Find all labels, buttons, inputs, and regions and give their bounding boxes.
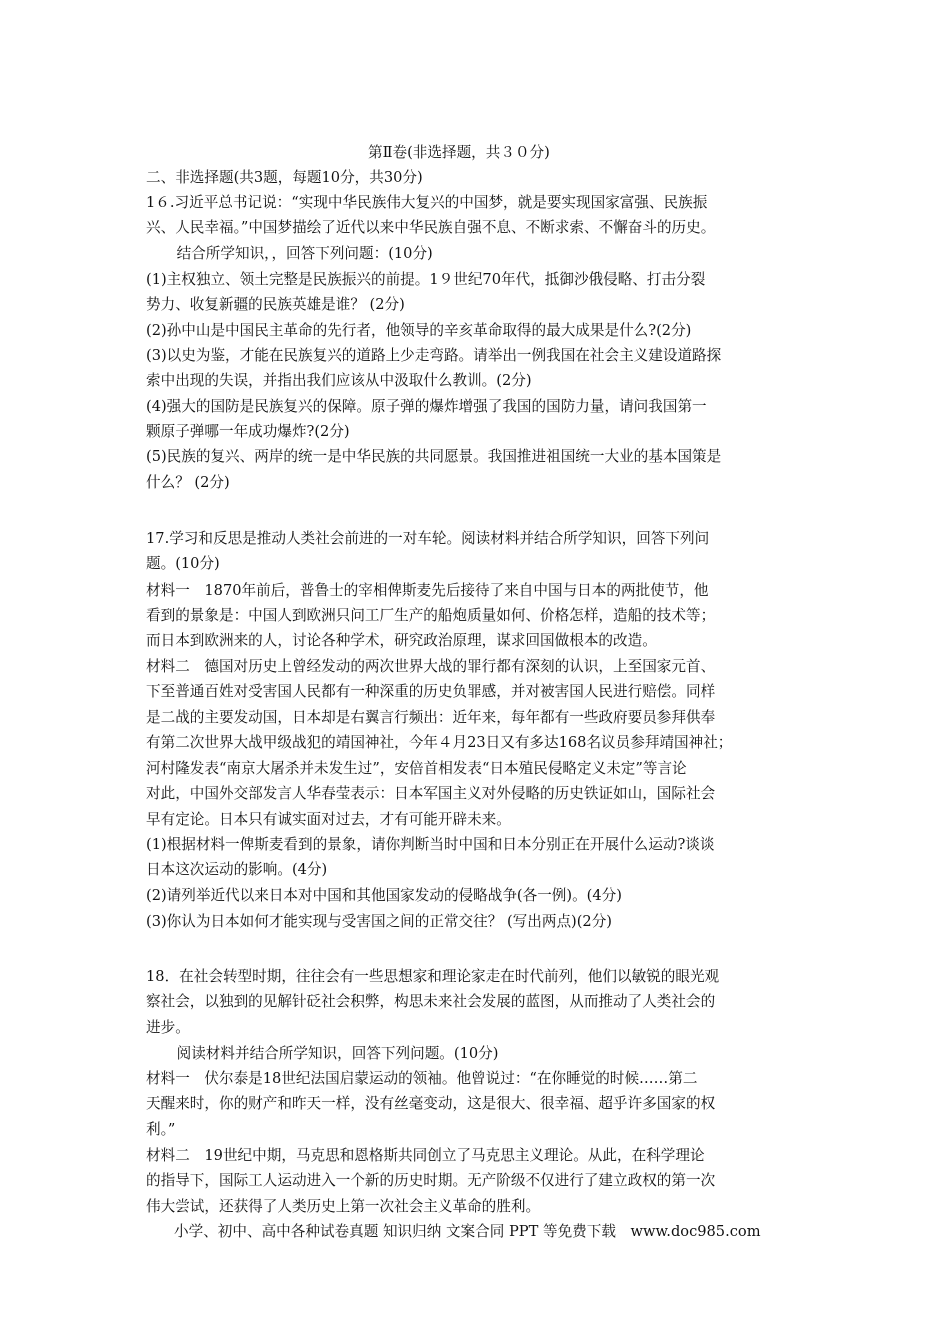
section-heading: 二、非选择题(共3题，每题10分，共30分) <box>146 169 423 186</box>
q18-material1-line: 天醒来时，你的财产和昨天一样，没有丝毫变动，这是很大、很幸福、超乎许多国家的权 <box>146 1095 716 1112</box>
q17-material1-line: 看到的景象是：中国人到欧洲只问工厂生产的船炮质量如何、价格怎样，造船的技术等； <box>146 607 716 624</box>
q18-material2-line: 伟大尝试，还获得了人类历史上第一次社会主义革命的胜利。 <box>146 1198 541 1215</box>
q17-stem-line: 题。(10分) <box>146 555 220 572</box>
footer-promo: 小学、初中、高中各种试卷真题 知识归纳 文案合同 PPT 等免费下载 www.doc985.com <box>174 1223 761 1240</box>
q16-stem-line: 兴、人民幸福。”中国梦描绘了近代以来中华民族自强不息、不断求索、不懈奋斗的历史。 <box>146 219 716 236</box>
q17-material2-line: 河村隆发表“南京大屠杀并未发生过”，安倍首相发表“日本殖民侵略定义未定”等言论 <box>146 760 687 777</box>
q16-part-line: 势力、收复新疆的民族英雄是谁？ (2分) <box>146 296 405 313</box>
q16-part-line: 索中出现的失误，并指出我们应该从中汲取什么教训。(2分) <box>146 372 532 389</box>
q17-part-line: 日本这次运动的影响。(4分) <box>146 861 328 878</box>
q18-material1-line: 利。” <box>146 1121 176 1138</box>
q17-material1-line: 而日本到欧洲来的人，讨论各种学术，研究政治原理，谋求回国做根本的改造。 <box>146 632 657 649</box>
q17-part-line: (2)请列举近代以来日本对中国和其他国家发动的侵略战争(各一例)。(4分) <box>146 887 622 904</box>
q18-material2-line: 材料二 19世纪中期，马克思和恩格斯共同创立了马克思主义理论。从此，在科学理论 <box>146 1147 705 1164</box>
q17-stem-line: 17.学习和反思是推动人类社会前进的一对车轮。阅读材料并结合所学知识，回答下列问 <box>146 530 710 547</box>
q17-material2-line: 下至普通百姓对受害国人民都有一种深重的历史负罪感，并对被害国人民进行赔偿。同样 <box>146 683 716 700</box>
q17-material2-line: 对此，中国外交部发言人华春莹表示：日本军国主义对外侵略的历史铁证如山，国际社会 <box>146 785 716 802</box>
paper-title: 第Ⅱ卷(非选择题，共３０分) <box>368 144 550 161</box>
q18-material1-line: 材料一 伏尔泰是18世纪法国启蒙运动的领袖。他曾说过：“在你睡觉的时候……第二 <box>146 1070 698 1087</box>
q16-stem-line: 1６.习近平总书记说：“实现中华民族伟大复兴的中国梦，就是要实现国家富强、民族振 <box>146 194 708 211</box>
q18-material2-line: 的指导下，国际工人运动进入一个新的历史时期。无产阶级不仅进行了建立政权的第一次 <box>146 1172 716 1189</box>
q16-part-line: (5)民族的复兴、两岸的统一是中华民族的共同愿景。我国推进祖国统一大业的基本国策是 <box>146 448 722 465</box>
q18-stem-line: 进步。 <box>146 1019 190 1036</box>
q16-part-line: (3)以史为鉴，才能在民族复兴的道路上少走弯路。请举出一例我国在社会主义建设道路探 <box>146 347 722 364</box>
q18-stem-line: 18．在社会转型时期，往往会有一些思想家和理论家走在时代前列，他们以敏锐的眼光观 <box>146 968 720 985</box>
q16-part-line: (4)强大的国防是民族复兴的保障。原子弹的爆炸增强了我国的国防力量，请问我国第一 <box>146 398 707 415</box>
q16-part-line: (2)孙中山是中国民主革命的先行者，他领导的辛亥革命取得的最大成果是什么?(2分) <box>146 322 692 339</box>
q18-instruction: 阅读材料并结合所学知识，回答下列问题。(10分) <box>162 1045 499 1062</box>
q17-material2-line: 早有定论。日本只有诚实面对过去，才有可能开辟未来。 <box>146 811 511 828</box>
q16-part-line: (1)主权独立、领土完整是民族振兴的前提。1９世纪70年代，抵御沙俄侵略、打击分裂 <box>146 271 706 288</box>
q17-part-line: (1)根据材料一俾斯麦看到的景象，请你判断当时中国和日本分别正在开展什么运动?谈谈 <box>146 836 715 853</box>
q16-part-line: 颗原子弹哪一年成功爆炸?(2分) <box>146 423 350 440</box>
q17-material2-line: 是二战的主要发动国，日本却是右翼言行频出：近年来，每年都有一些政府要员参拜供奉 <box>146 709 716 726</box>
q17-material2-line: 有第二次世界大战甲级战犯的靖国神社，今年４月23日又有多达168名议员参拜靖国神社； <box>146 734 733 751</box>
q18-stem-line: 察社会，以独到的见解针砭社会积弊，构思未来社会发展的蓝图，从而推动了人类社会的 <box>146 993 716 1010</box>
q16-part-line: 什么？ (2分) <box>146 474 230 491</box>
q17-material2-line: 材料二 德国对历史上曾经发动的两次世界大战的罪行都有深刻的认识，上至国家元首、 <box>146 658 716 675</box>
q17-material1-line: 材料一 1870年前后，普鲁士的宰相俾斯麦先后接待了来自中国与日本的两批使节，他 <box>146 582 709 599</box>
q16-instruction: 结合所学知识，，回答下列问题：(10分) <box>162 245 433 262</box>
q17-part-line: (3)你认为日本如何才能实现与受害国之间的正常交往？ (写出两点)(2分) <box>146 913 612 930</box>
